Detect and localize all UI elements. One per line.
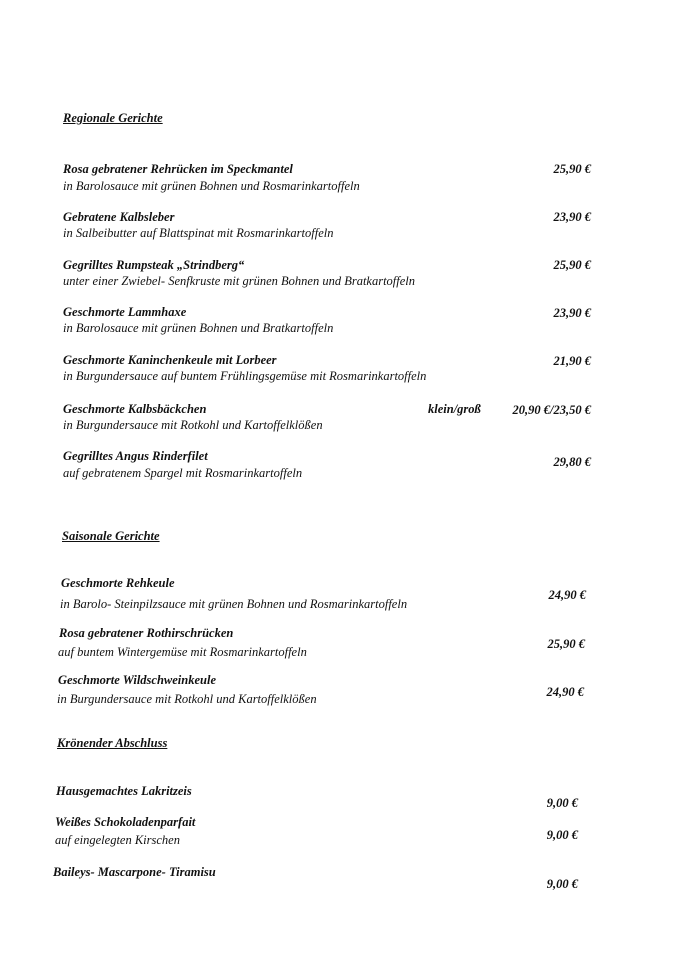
dish-name: Geschmorte Lammhaxe [63, 305, 187, 319]
dish-name: Weißes Schokoladenparfait [55, 815, 196, 829]
dish-name: Gegrilltes Angus Rinderfilet [63, 449, 208, 463]
dish-price: 23,90 € [553, 210, 591, 224]
dish-description: in Barolo- Steinpilzsauce mit grünen Bohnen und Rosmarinkartoffeln [60, 597, 408, 611]
dish-name: Geschmorte Kaninchenkeule mit Lorbeer [63, 353, 277, 367]
dish-price: 25,90 € [553, 258, 591, 272]
portion-size-label: klein/groß [428, 402, 481, 416]
dish-price: 9,00 € [546, 828, 578, 842]
dish-name: Geschmorte Kalbsbäckchen [63, 402, 207, 416]
dish-name: Rosa gebratener Rehrücken im Speckmantel [63, 162, 293, 176]
dish-price: 9,00 € [546, 796, 578, 810]
dish-description: auf eingelegten Kirschen [55, 833, 180, 847]
dish-price: 23,90 € [553, 306, 591, 320]
dish-price: 20,90 €/23,50 € [512, 403, 591, 417]
dish-description: auf gebratenem Spargel mit Rosmarinkartoffeln [63, 466, 303, 480]
section-heading-abschluss: Krönender Abschluss [57, 736, 168, 750]
dish-name: Rosa gebratener Rothirschrücken [59, 626, 234, 640]
dish-description: unter einer Zwiebel- Senfkruste mit grünen Bohnen und Bratkartoffeln [63, 274, 416, 288]
dish-name: Geschmorte Rehkeule [61, 576, 175, 590]
dish-name: Hausgemachtes Lakritzeis [56, 784, 192, 798]
dish-description: in Barolosauce mit grünen Bohnen und Rosmarinkartoffeln [63, 179, 360, 193]
dish-price: 25,90 € [553, 162, 591, 176]
section-heading-saisonale: Saisonale Gerichte [62, 529, 160, 543]
dish-price: 24,90 € [548, 588, 586, 602]
dish-description: in Barolosauce mit grünen Bohnen und Bratkartoffeln [63, 321, 334, 335]
dish-price: 9,00 € [546, 877, 578, 891]
dish-name: Gegrilltes Rumpsteak „Strindberg“ [63, 258, 245, 272]
dish-description: in Burgundersauce mit Rotkohl und Kartoffelklößen [63, 418, 323, 432]
dish-description: in Burgundersauce auf buntem Frühlingsgemüse mit Rosmarinkartoffeln [63, 369, 427, 383]
dish-description: in Burgundersauce mit Rotkohl und Kartoffelklößen [57, 692, 317, 706]
dish-name: Gebratene Kalbsleber [63, 210, 175, 224]
dish-name: Geschmorte Wildschweinkeule [58, 673, 216, 687]
dish-description: auf buntem Wintergemüse mit Rosmarinkartoffeln [58, 645, 307, 659]
dish-price: 21,90 € [553, 354, 591, 368]
dish-description: in Salbeibutter auf Blattspinat mit Rosmarinkartoffeln [63, 226, 334, 240]
section-heading-regionale: Regionale Gerichte [63, 111, 163, 125]
dish-price: 25,90 € [547, 637, 585, 651]
dish-price: 24,90 € [546, 685, 584, 699]
dish-name: Baileys- Mascarpone- Tiramisu [53, 865, 216, 879]
dish-price: 29,80 € [553, 455, 591, 469]
